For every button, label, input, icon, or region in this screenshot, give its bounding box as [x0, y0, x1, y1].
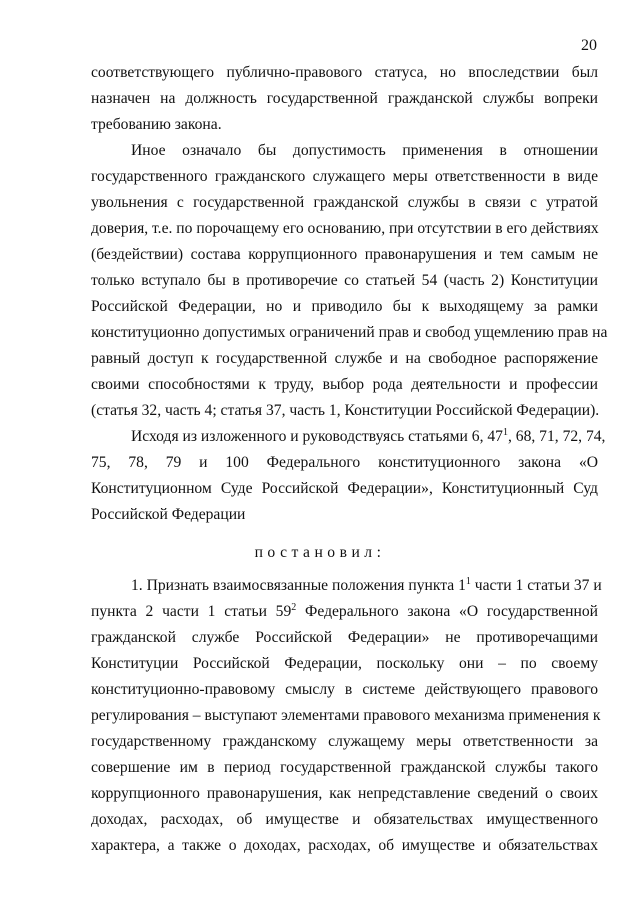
paragraph-line: характера, а также о доходах, расходах, об имуществе и обязательствах	[91, 837, 598, 854]
paragraph-line: гражданской службе Российской Федерации» не противоречащими	[91, 629, 598, 646]
paragraph-line: доходах, расходах, об имуществе и обязательствах имущественного	[91, 811, 598, 828]
paragraph-line: доверия, т.е. по порочащему его основанию, при отсутствии в его действиях	[91, 220, 599, 237]
paragraph-line: назначен на должность государственной гражданской службы вопреки	[91, 90, 598, 107]
paragraph-line: соответствующего публично-правового статуса, но впоследствии был	[91, 64, 598, 81]
paragraph-line: только вступало бы в противоречие со статьей 54 (часть 2) Конституции	[91, 272, 598, 289]
paragraph-line	[91, 599, 598, 625]
page-number: 20	[581, 37, 597, 54]
paragraph-line: конституционно допустимых ограничений прав и свобод ущемлению прав на	[91, 324, 608, 341]
text-fragment: , 68, 71, 72, 74,	[507, 428, 606, 445]
paragraph-line: коррупционного правонарушения, как непредставление сведений о своих	[91, 785, 598, 802]
text-fragment: пункта 2 части 1 статьи 59	[91, 603, 292, 620]
paragraph-line: Российской Федерации	[91, 506, 246, 523]
paragraph-line: требованию закона.	[91, 116, 222, 133]
text-fragment: 1. Признать взаимосвязанные положения пункта 1	[131, 577, 466, 594]
paragraph-line: Конституции Российской Федерации, поскольку они – по своему	[91, 655, 598, 672]
paragraph-line: (бездействии) состава коррупционного правонарушения и тем самым не	[91, 246, 598, 263]
paragraph-line: равный доступ к государственной службе и на свободное распоряжение	[91, 350, 598, 367]
paragraph-line: конституционно-правовому смыслу в системе действующего правового	[91, 681, 598, 698]
paragraph-line	[91, 424, 606, 450]
paragraph-line: 75, 78, 79 и 100 Федерального конституционного закона «О	[91, 454, 598, 471]
paragraph-line: совершение им в период государственной гражданской службы такого	[91, 759, 598, 776]
superscript: 1	[502, 426, 508, 438]
paragraph-4	[91, 573, 602, 859]
paragraph-line: Конституционном Суде Российской Федерации», Конституционный Суд	[91, 480, 598, 497]
paragraph-1	[91, 60, 598, 138]
paragraph-2	[91, 138, 608, 424]
paragraph-line: государственного гражданского служащего меры ответственности в виде	[91, 168, 598, 185]
text-fragment: Федерального закона «О государственной	[296, 603, 598, 620]
superscript: 2	[291, 601, 297, 613]
paragraph-line: государственному гражданскому служащему меры ответственности за	[91, 733, 598, 750]
paragraph-line: (статья 32, часть 4; статья 37, часть 1, Конституции Российской Федерации).	[91, 402, 600, 419]
paragraph-line: Российской Федерации, но и приводило бы к выходящему за рамки	[91, 298, 598, 315]
paragraph-3	[91, 424, 606, 528]
paragraph-line: своими способностями к труду, выбор рода деятельности и профессии	[91, 376, 598, 393]
paragraph-line: увольнения с государственной гражданской службы в связи с утратой	[91, 194, 598, 211]
text-fragment: Исходя из изложенного и руководствуясь статьями 6, 47	[131, 428, 503, 445]
paragraph-line: Иное означало бы допустимость применения в отношении	[131, 142, 598, 159]
text-fragment: части 1 статьи 37 и	[470, 577, 602, 594]
decree-heading: постановил:	[254, 544, 386, 561]
paragraph-line	[91, 573, 602, 599]
paragraph-line: регулирования – выступают элементами правового механизма применения к	[91, 707, 601, 724]
superscript: 1	[465, 575, 471, 587]
